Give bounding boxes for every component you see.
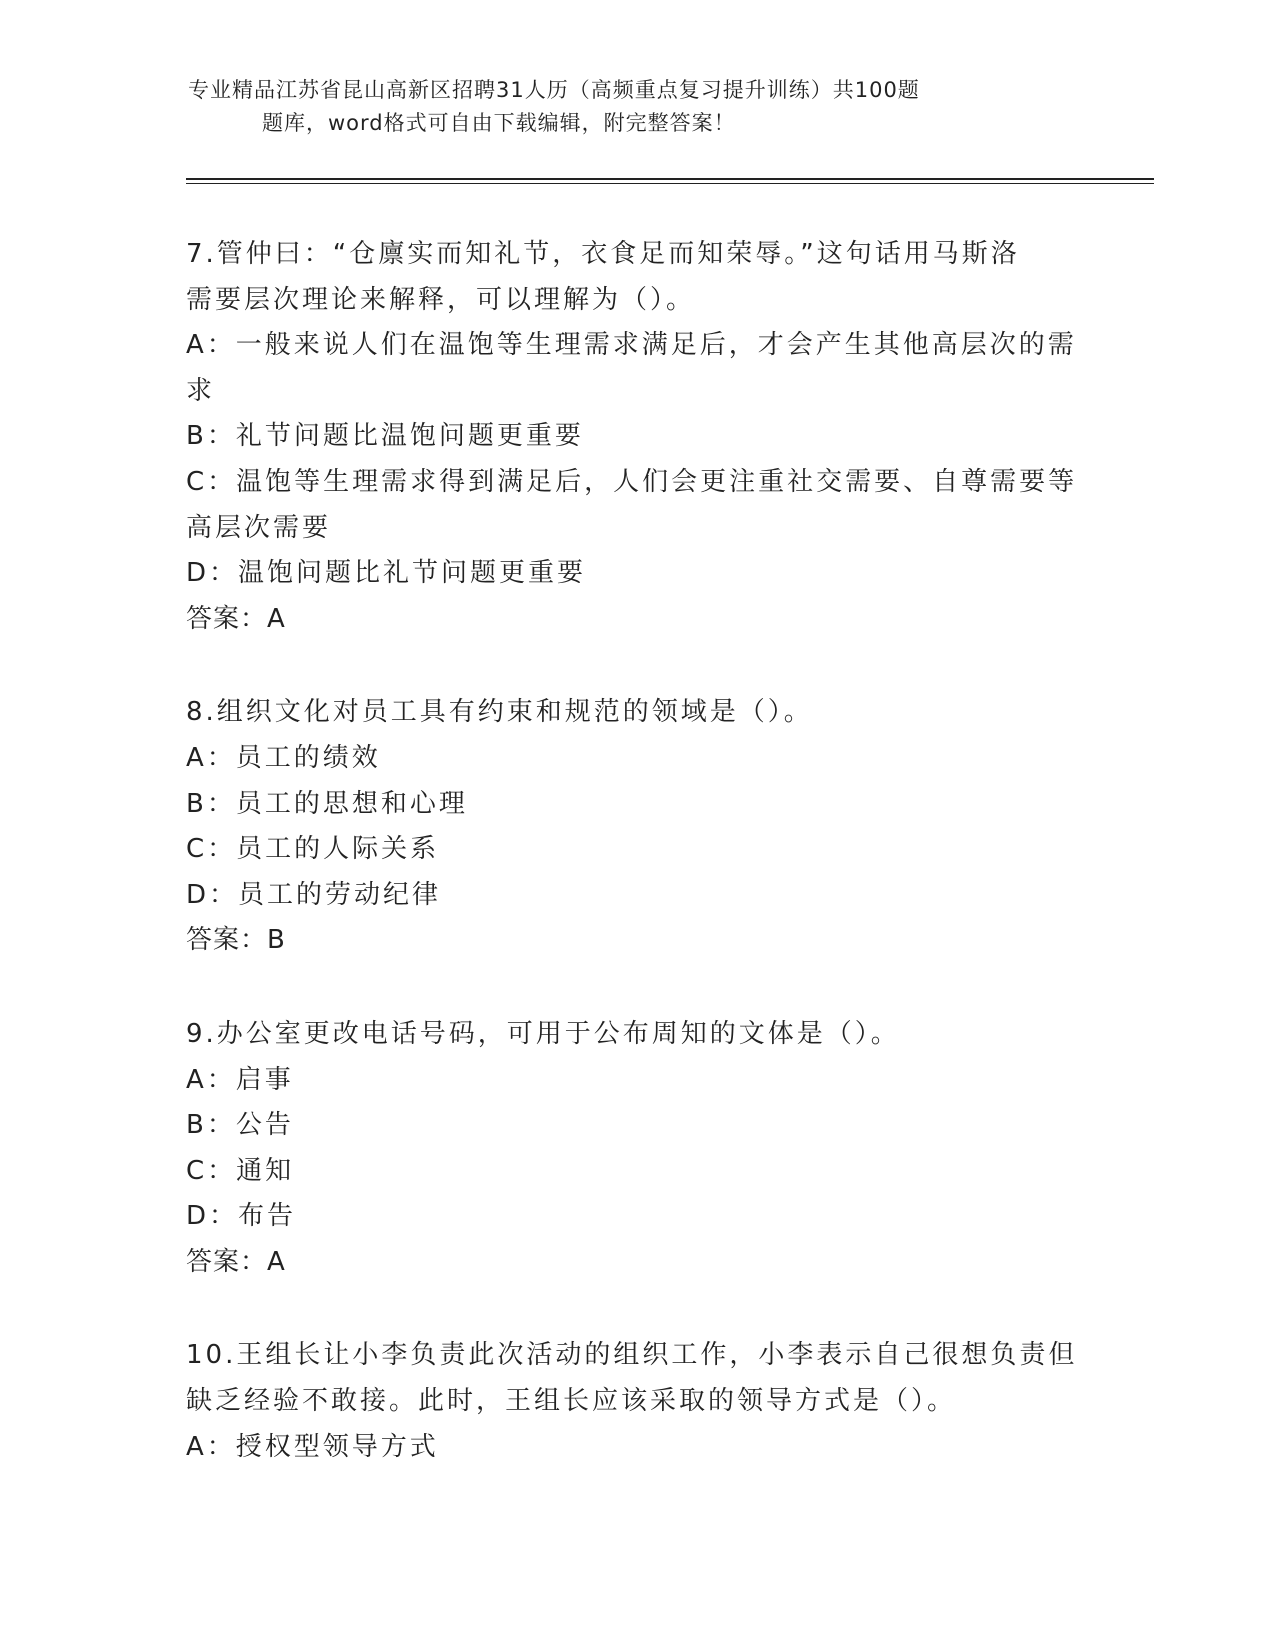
- option-c: C：温饱等生理需求得到满足后，人们会更注重社交需要、自尊需要等: [186, 466, 1078, 497]
- option-c: C：员工的人际关系: [186, 834, 440, 865]
- question-7: [186, 232, 1086, 642]
- header-divider-thick: [186, 178, 1154, 180]
- option-a: A：员工的绩效: [186, 742, 381, 773]
- option-d: D：布告: [186, 1201, 297, 1232]
- document-header: [188, 74, 1088, 140]
- option-a: A：授权型领导方式: [186, 1431, 439, 1462]
- question-stem: 8.组织文化对员工具有约束和规范的领域是（）。: [186, 697, 813, 728]
- option-d: D：员工的劳动纪律: [186, 879, 442, 910]
- option-d: D：温饱问题比礼节问题更重要: [186, 558, 587, 589]
- question-8: [186, 690, 1086, 964]
- option-b: B：礼节问题比温饱问题更重要: [186, 421, 584, 452]
- question-stem: 需要层次理论来解释，可以理解为（）。: [186, 284, 696, 315]
- option-b: B：员工的思想和心理: [186, 788, 468, 819]
- question-9: [186, 1012, 1086, 1286]
- header-divider-thin: [186, 183, 1154, 184]
- header-title-line-1: 专业精品江苏省昆山高新区招聘31人历（高频重点复习提升训练）共100题: [188, 78, 920, 102]
- answer-line: 答案：A: [186, 1246, 286, 1277]
- option-b: B：公告: [186, 1110, 294, 1141]
- question-stem: 缺乏经验不敢接。此时，王组长应该采取的领导方式是（）。: [186, 1386, 957, 1417]
- option-a: A：启事: [186, 1064, 294, 1095]
- option-a-continued: 求: [186, 375, 216, 406]
- answer-line: 答案：A: [186, 603, 286, 634]
- question-stem: 7.管仲曰：“仓廪实而知礼节，衣食足而知荣辱。”这句话用马斯洛: [186, 239, 1020, 269]
- answer-line: 答案：B: [186, 925, 286, 956]
- question-list: [186, 232, 1086, 1518]
- option-a: A：一般来说人们在温饱等生理需求满足后，才会产生其他高层次的需: [186, 330, 1077, 361]
- question-10: [186, 1333, 1086, 1470]
- question-stem: 10.王组长让小李负责此次活动的组织工作，小李表示自己很想负责但: [186, 1340, 1078, 1371]
- header-title-line-2: 题库，word格式可自由下载编辑，附完整答案！: [262, 111, 736, 135]
- option-c-continued: 高层次需要: [186, 512, 332, 543]
- option-c: C：通知: [186, 1155, 295, 1186]
- question-stem: 9.办公室更改电话号码，可用于公布周知的文体是（）。: [186, 1018, 900, 1049]
